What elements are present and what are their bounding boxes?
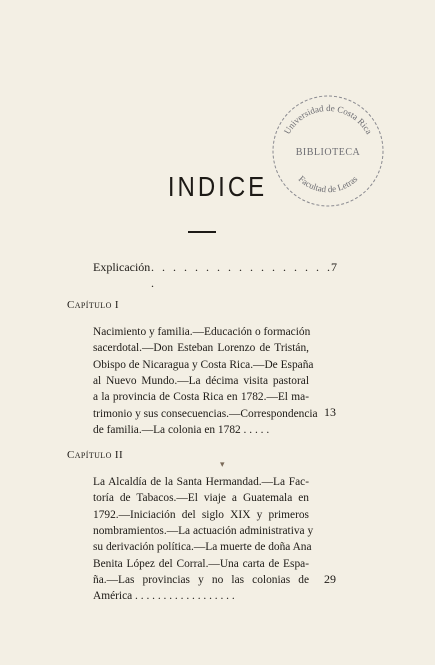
toc-entry-label: Explicación	[93, 260, 151, 274]
summary-line: toría de Tabacos.—El viaje a Guatemala en	[93, 492, 309, 505]
summary-line: Nacimiento y familia.—Educación o formación	[93, 326, 311, 338]
summary-line: trimonio y sus consecuencias.—Correspondencia	[93, 407, 318, 420]
toc-leader-dots: . . . . . . . . . . . . . . . . . .	[151, 260, 333, 291]
summary-line: 1792.—Iniciación del siglo XIX y primeros	[93, 508, 309, 521]
summary-line: Benita López del Corral.—Una carta de Espa-	[93, 557, 309, 570]
summary-line: nombramientos.—La actuación administrativa y	[93, 525, 314, 538]
summary-line: Obispo de Nicaragua y Costa Rica.—De España	[93, 358, 314, 371]
chapter-1-summary	[93, 324, 318, 438]
summary-line: sacerdotal.—Don Esteban Lorenzo de Tristán,	[93, 342, 309, 355]
summary-line: de familia.—La colonia en 1782 . . . . .	[93, 424, 270, 437]
stamp-bottom-text: Facultad de Letras	[296, 173, 360, 195]
chapter-1-heading: Capítulo I	[67, 299, 119, 311]
ink-mark: ▾	[220, 459, 225, 469]
title-divider	[188, 231, 216, 233]
summary-line: ña.—Las provincias y no las colonias de	[93, 574, 309, 587]
summary-line: al Nuevo Mundo.—La décima visita pastoral	[93, 375, 309, 388]
summary-line: su derivación política.—La muerte de doña Ana	[93, 541, 312, 554]
chapter-1-page-number: 13	[324, 405, 336, 419]
page-title: INDICE	[167, 172, 268, 204]
stamp-top-text: Universidad de Costa Rica	[281, 102, 375, 136]
stamp-center-text: BIBLIOTECA	[295, 147, 361, 158]
chapter-2-page-number: 29	[324, 572, 336, 586]
toc-page-number: 7	[331, 260, 337, 274]
chapter-2-summary	[93, 474, 314, 605]
summary-line: América . . . . . . . . . . . . . . . . . .	[93, 590, 235, 603]
summary-line: La Alcaldía de la Santa Hermandad.—La Fac-	[93, 476, 309, 488]
summary-line: a la provincia de Costa Rica en 1782.—El ma-	[93, 391, 309, 404]
chapter-2-heading: Capítulo II	[67, 449, 124, 461]
toc-entry-explicacion	[93, 259, 337, 291]
